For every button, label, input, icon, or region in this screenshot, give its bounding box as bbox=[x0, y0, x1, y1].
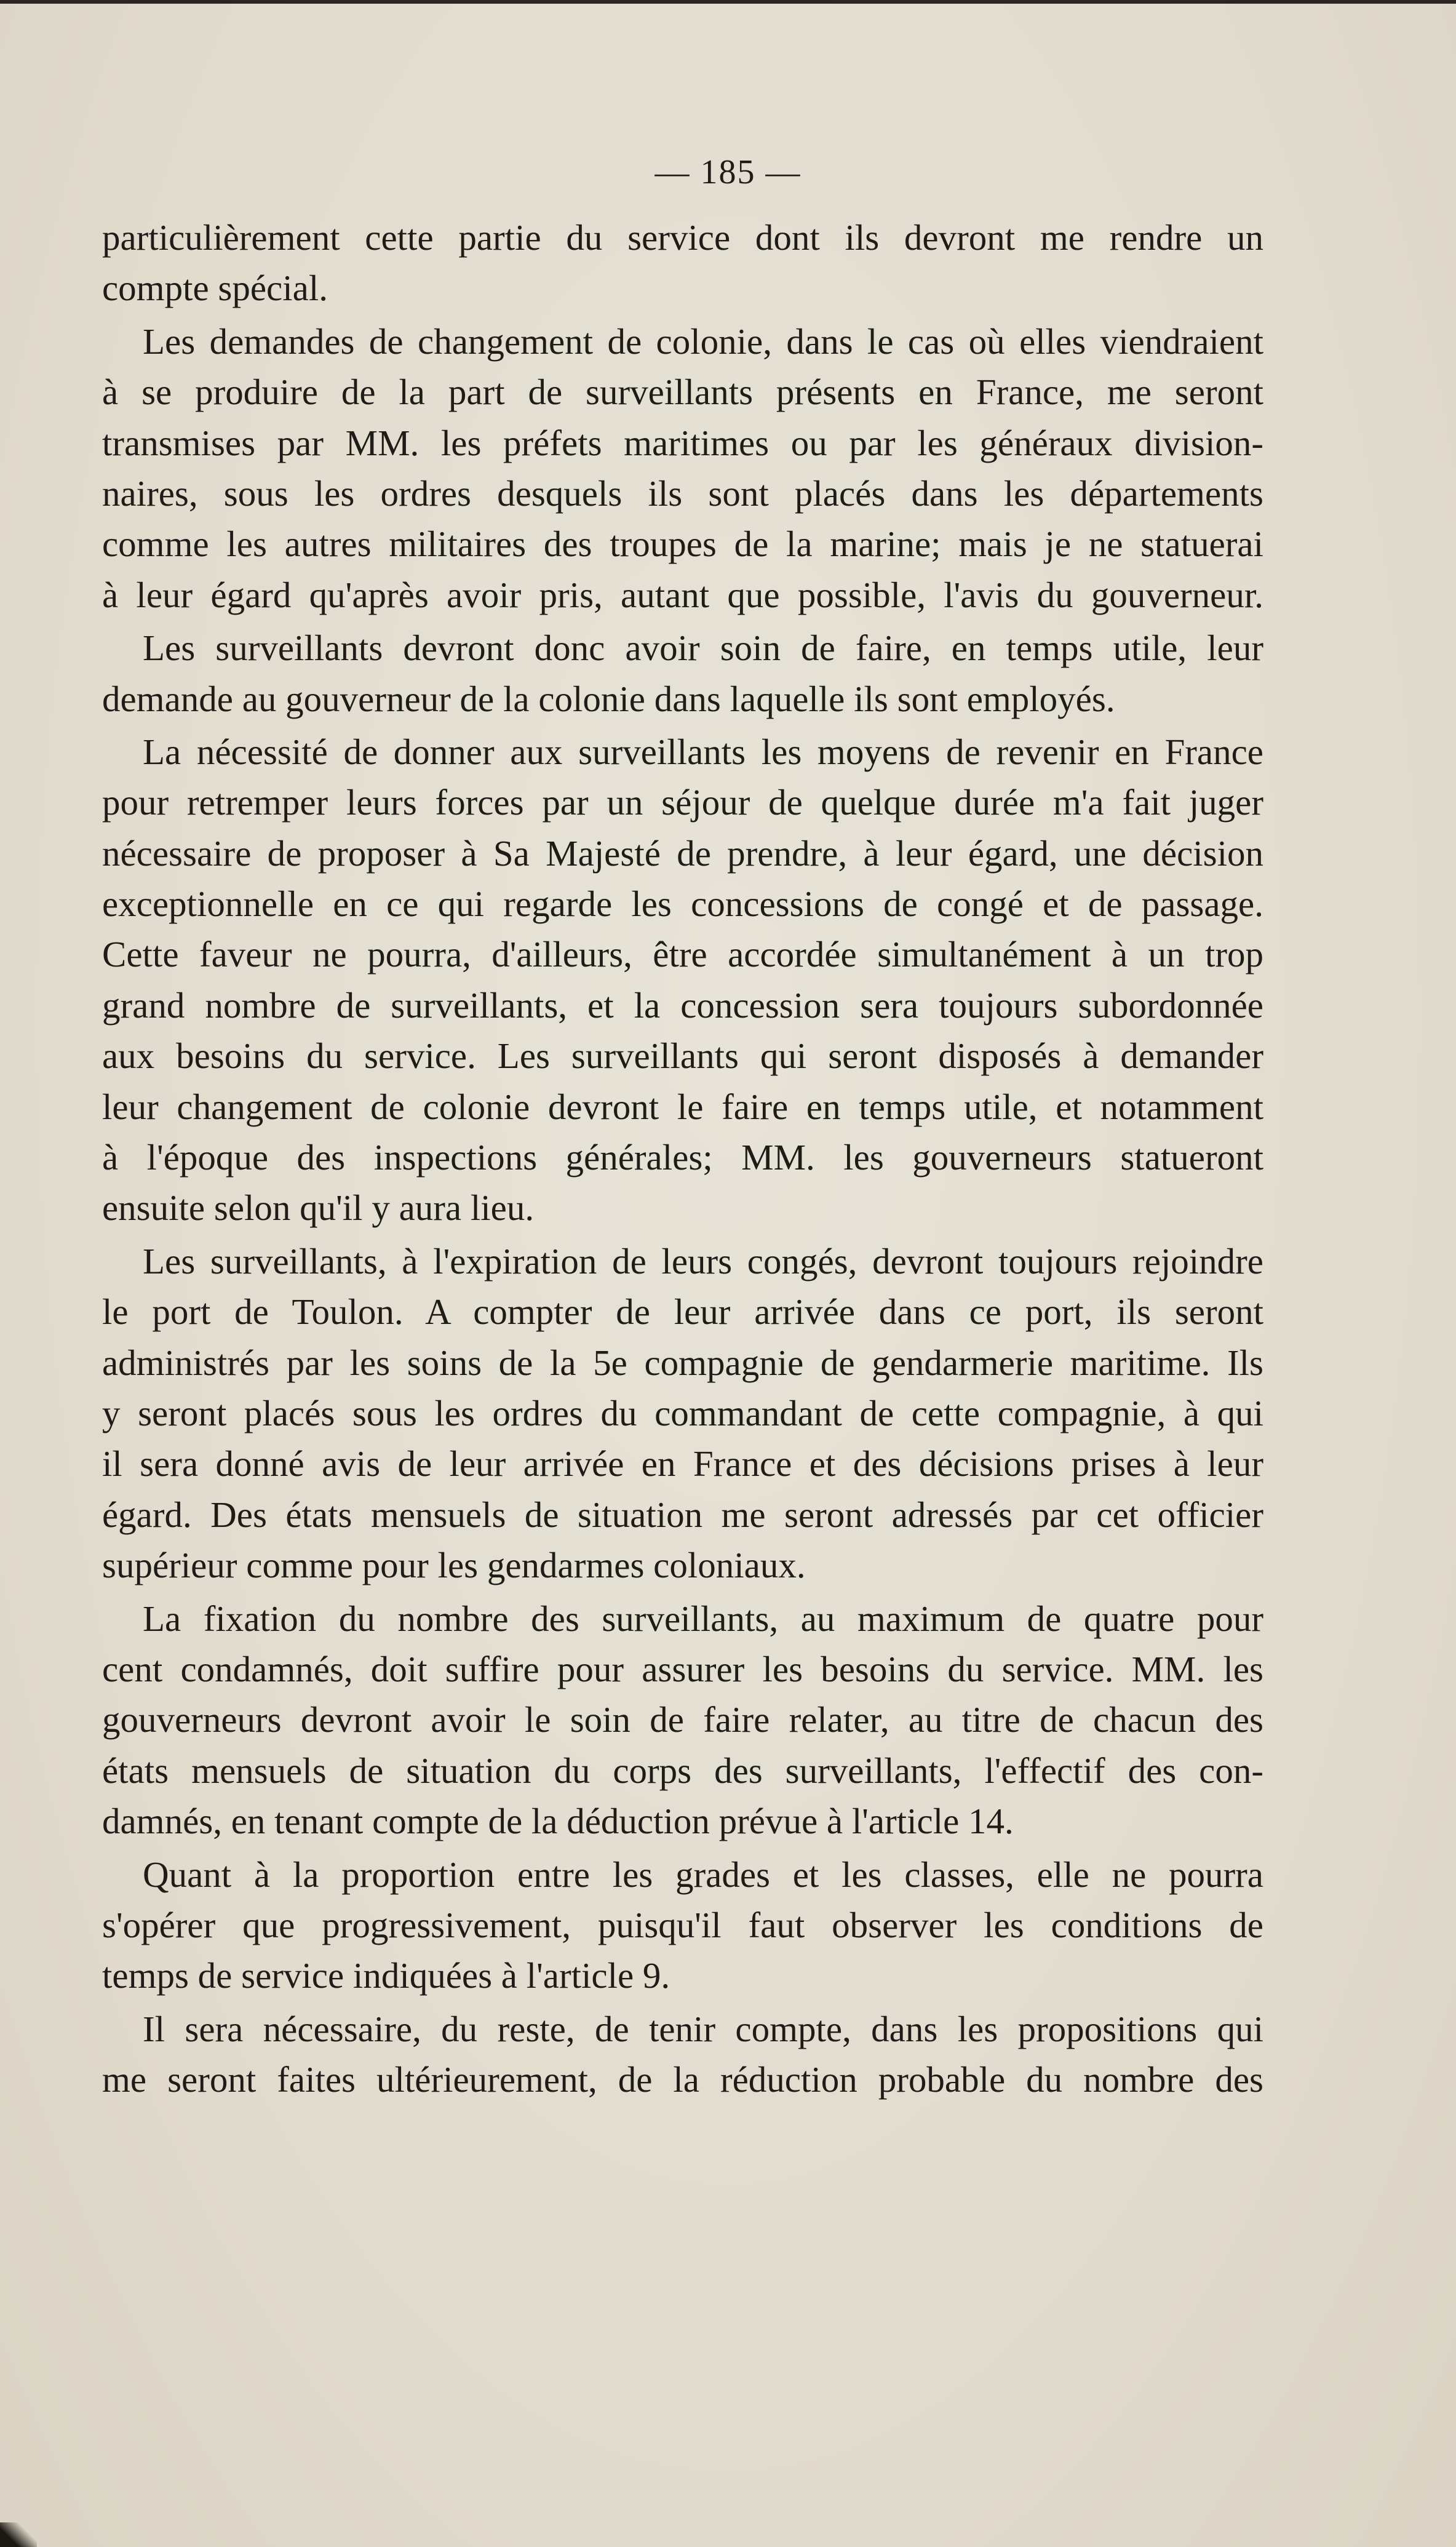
paragraph bbox=[102, 212, 1263, 314]
text-line: naires, sous les ordres desquels ils sont placés dans les départements bbox=[102, 472, 1263, 514]
paragraph bbox=[102, 623, 1263, 724]
text-line: La nécessité de donner aux surveillants les moyens de revenir en France bbox=[143, 731, 1263, 772]
text-line: nécessaire de proposer à Sa Majesté de prendre, à leur égard, une décision bbox=[102, 832, 1263, 874]
text-line: s'opérer que progressivement, puisqu'il faut observer les conditions de bbox=[102, 1904, 1263, 1945]
text-line: me seront faites ultérieurement, de la réduction probable du nombre des bbox=[102, 2059, 1263, 2100]
text-line: pour retremper leurs forces par un séjour de quelque durée m'a fait juger bbox=[102, 782, 1263, 823]
text-line: particulièrement cette partie du service dont ils devront me rendre un bbox=[102, 217, 1263, 258]
text-line: damnés, en tenant compte de la déduction prévue à l'article 14. bbox=[102, 1801, 1014, 1842]
text-line: Les surveillants, à l'expiration de leurs congés, devront toujours rejoindre bbox=[143, 1240, 1263, 1281]
text-line: comme les autres militaires des troupes de la marine; mais je ne statuerai bbox=[102, 524, 1263, 565]
text-line: compte spécial. bbox=[102, 268, 328, 309]
scan-corner-shadow bbox=[0, 2522, 37, 2547]
text-line: La fixation du nombre des surveillants, au maximum de quatre pour bbox=[143, 1598, 1263, 1639]
paragraph bbox=[102, 2004, 1263, 2105]
text-line: gouverneurs devront avoir le soin de faire relater, au titre de chacun des bbox=[102, 1699, 1263, 1740]
body-text bbox=[102, 212, 1263, 2105]
text-line: Il sera nécessaire, du reste, de tenir compte, dans les propositions qui bbox=[143, 2008, 1263, 2049]
paragraph bbox=[102, 316, 1263, 620]
text-line: Quant à la proportion entre les grades et les classes, elle ne pourra bbox=[143, 1854, 1263, 1895]
text-line: ensuite selon qu'il y aura lieu. bbox=[102, 1187, 535, 1229]
paragraph bbox=[102, 1593, 1263, 1847]
text-line: à se produire de la part de surveillants présents en France, me seront bbox=[102, 372, 1263, 413]
text-line: à l'époque des inspections générales; MM. les gouverneurs statueront bbox=[102, 1137, 1263, 1178]
text-line: Cette faveur ne pourra, d'ailleurs, être accordée simultanément à un trop bbox=[102, 934, 1263, 975]
text-line: égard. Des états mensuels de situation me seront adressés par cet officier bbox=[102, 1494, 1263, 1535]
text-line: le port de Toulon. A compter de leur arrivée dans ce port, ils seront bbox=[102, 1291, 1263, 1333]
text-line: aux besoins du service. Les surveillants qui seront disposés à demander bbox=[102, 1035, 1263, 1077]
text-line: supérieur comme pour les gendarmes coloniaux. bbox=[102, 1545, 806, 1586]
paragraph bbox=[102, 1236, 1263, 1591]
text-line: Les demandes de changement de colonie, dans le cas où elles viendraient bbox=[143, 321, 1263, 362]
text-line: leur changement de colonie devront le faire en temps utile, et notamment bbox=[102, 1086, 1263, 1127]
text-line: états mensuels de situation du corps des surveillants, l'effectif des con- bbox=[102, 1750, 1263, 1791]
page-number: — 185 — bbox=[654, 153, 802, 191]
scan-top-edge bbox=[0, 0, 1456, 4]
text-line: temps de service indiquées à l'article 9. bbox=[102, 1955, 670, 1996]
text-line: exceptionnelle en ce qui regarde les concessions de congé et de passage. bbox=[102, 883, 1263, 925]
text-line: grand nombre de surveillants, et la concession sera toujours subordonnée bbox=[102, 984, 1263, 1026]
text-line: à leur égard qu'après avoir pris, autant que possible, l'avis du gouverneur. bbox=[102, 574, 1263, 615]
paragraph bbox=[102, 727, 1263, 1234]
text-line: il sera donné avis de leur arrivée en France et des décisions prises à leur bbox=[102, 1443, 1263, 1485]
text-line: demande au gouverneur de la colonie dans laquelle ils sont employés. bbox=[102, 678, 1115, 719]
text-line: administrés par les soins de la 5e compagnie de gendarmerie maritime. Ils bbox=[102, 1342, 1263, 1383]
text-line: y seront placés sous les ordres du commandant de cette compagnie, à qui bbox=[102, 1392, 1263, 1433]
text-line: Les surveillants devront donc avoir soin de faire, en temps utile, leur bbox=[143, 628, 1263, 669]
paragraph bbox=[102, 1849, 1263, 2001]
text-line: cent condamnés, doit suffire pour assurer les besoins du service. MM. les bbox=[102, 1648, 1263, 1689]
text-line: transmises par MM. les préfets maritimes ou par les généraux division- bbox=[102, 422, 1263, 463]
